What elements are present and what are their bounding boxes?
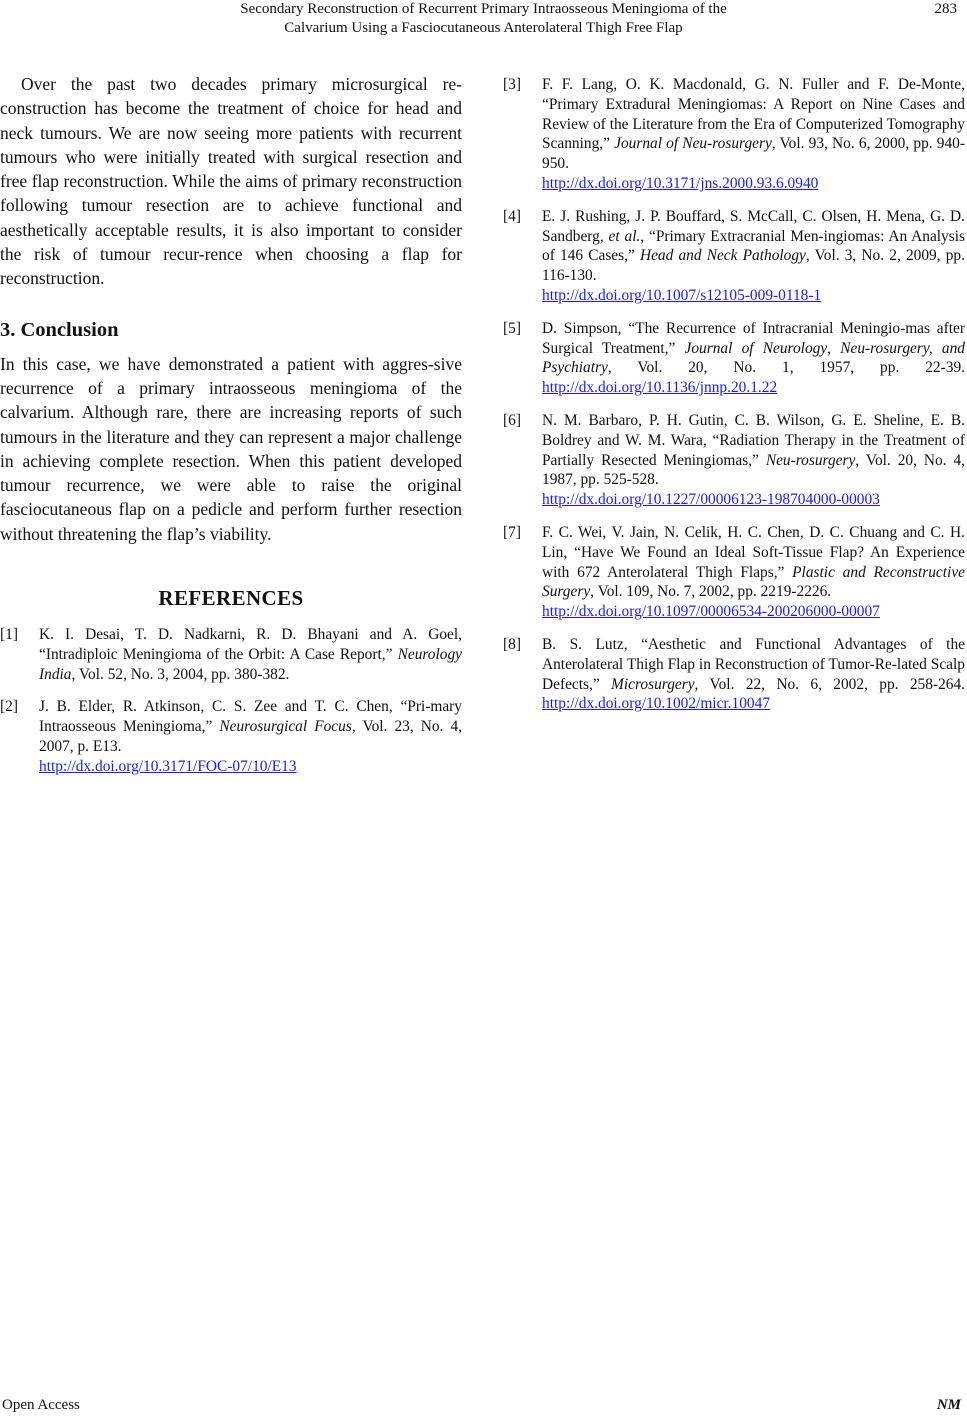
reference-details: , Vol. 20, No. 4, 1987, pp. 525-528. (542, 451, 965, 489)
reference-details: , Vol. 22, No. 6, 2002, pp. 258-264. (694, 675, 966, 693)
reference-journal: Neurosurgical Focus (219, 718, 352, 736)
page-number: 283 (934, 1, 957, 17)
doi-link[interactable]: http://dx.doi.org/10.1227/00006123-198704000-00003 (542, 491, 880, 509)
footer-open-access: Open Access (2, 1397, 80, 1413)
reference-journal: Journal of Neu-rosurgery (614, 135, 772, 153)
reference-number: [4] (503, 207, 521, 225)
reference-separator: , (827, 339, 841, 357)
reference-journal-cont: Neu-rosurgery, and Psychiatry (542, 339, 965, 377)
reference-et-al: et al. (608, 227, 641, 245)
reference-number: [7] (503, 523, 521, 541)
footer-journal-abbrev: NM (936, 1397, 961, 1413)
reference-number: [3] (503, 76, 521, 93)
reference-text (39, 697, 462, 776)
reference-details: , Vol. 93, No. 6, 2000, pp. 940-950. (542, 135, 965, 173)
reference-item (503, 635, 965, 714)
reference-item (503, 75, 965, 194)
doi-link[interactable]: http://dx.doi.org/10.1097/00006534-200206000-00007 (542, 603, 880, 621)
reference-journal: Microsurgery (611, 675, 695, 693)
reference-authors-title: F. F. Lang, O. K. Macdonald, G. N. Fuller and F. De-Monte, “Primary Extradural Meningiomas: A Report on Nine Cases and Review of the Literature from the Era of Computerized Tomography Scanning,” (542, 76, 965, 153)
reference-details: , Vol. 23, No. 4, 2007, p. E13. (39, 718, 462, 756)
left-column (0, 72, 462, 790)
reference-authors-title: D. Simpson, “The Recurrence of Intracranial Meningio-mas after Surgical Treatment,” (542, 319, 965, 357)
reference-item (0, 625, 462, 684)
reference-number: [5] (503, 319, 521, 337)
reference-authors-title: K. I. Desai, T. D. Nadkarni, R. D. Bhayani and A. Goel, “Intradiploic Meningioma of the Orbit: A Case Report,” (39, 626, 462, 663)
reference-authors: E. J. Rushing, J. P. Bouffard, S. McCall, C. Olsen, H. Mena, G. D. Sandberg, (542, 207, 965, 245)
running-head-line-1: Secondary Reconstruction of Recurrent Primary Intraosseous Meningioma of the (240, 1, 727, 17)
doi-link[interactable]: http://dx.doi.org/10.3171/FOC-07/10/E13 (39, 757, 297, 775)
reference-text (542, 411, 965, 510)
reference-authors-title: B. S. Lutz, “Aesthetic and Functional Advantages of the Anterolateral Thigh Flap in Reconstruction of Tumor-Re-lated Scalp Defects,” (542, 635, 965, 693)
reference-item (503, 411, 965, 510)
reference-journal: Neurology India (39, 645, 462, 683)
reference-item (0, 697, 462, 776)
reference-number: [6] (503, 411, 521, 429)
doi-link[interactable]: http://dx.doi.org/10.3171/jns.2000.93.6.0940 (542, 174, 819, 192)
reference-text (542, 635, 965, 714)
conclusion-paragraph: In this case, we have demonstrated a patient with aggres-sive recurrence of a primary intraosseous meningioma of the calvarium. Although rare, there are increasing reports of such tumours in the literature and they can represent a major challenge in achieving complete resection. When this patient developed tumour recurrence, we were able to raise the original fasciocutaneous flap on a pedicle and perform further resection without threatening the flap’s viability. (0, 353, 462, 544)
running-head (0, 0, 967, 38)
reference-item (503, 319, 965, 398)
intro-paragraph: Over the past two decades primary microsurgical re-construction has become the treatment of choice for head and neck tumours. We are now seeing more patients with recurrent tumours who were initially treated with surgical resection and free flap reconstruction. While the aims of primary reconstruction following tumour resection are to achieve functional and aesthetically acceptable results, it is also important to consider the risk of tumour recur-rence when choosing a flap for reconstruction. (0, 74, 462, 289)
reference-text (542, 319, 965, 398)
reference-text (542, 75, 965, 194)
reference-text (542, 523, 965, 622)
reference-journal: Head and Neck Pathology (639, 247, 806, 265)
reference-journal: Journal of Neurology (684, 339, 828, 357)
reference-text (542, 207, 965, 306)
reference-number: [1] (0, 626, 18, 644)
reference-authors-title: N. M. Barbaro, P. H. Gutin, C. B. Wilson, G. E. Sheline, E. B. Boldrey and W. M. Wara, “Radiation Therapy in the Treatment of Partially Resected Meningiomas,” (542, 411, 965, 469)
reference-authors-title: J. B. Elder, R. Atkinson, C. S. Zee and T. C. Chen, “Pri-mary Intraosseous Meningioma,” (39, 698, 462, 736)
doi-link[interactable]: http://dx.doi.org/10.1007/s12105-009-0118-1 (542, 286, 822, 304)
reference-journal: Neu-rosurgery (765, 451, 856, 469)
references-heading: REFERENCES (158, 586, 304, 611)
reference-details: , Vol. 20, No. 1, 1957, pp. 22-39. (607, 359, 965, 377)
reference-details: , Vol. 52, No. 3, 2004, pp. 380-382. (71, 665, 290, 683)
reference-number: [8] (503, 635, 521, 653)
reference-number: [2] (0, 698, 18, 716)
doi-link[interactable]: http://dx.doi.org/10.1002/micr.10047 (542, 695, 771, 713)
reference-item (503, 523, 965, 622)
reference-details: , Vol. 3, No. 2, 2009, pp. 116-130. (542, 247, 965, 285)
right-column (503, 75, 965, 727)
reference-text (39, 625, 462, 684)
reference-journal: Plastic and Reconstructive Surgery (542, 563, 965, 601)
doi-link[interactable]: http://dx.doi.org/10.1136/jnnp.20.1.22 (542, 379, 778, 397)
conclusion-heading: 3. Conclusion (0, 318, 119, 341)
reference-details: , Vol. 109, No. 7, 2002, pp. 2219-2226. (590, 583, 832, 601)
reference-item (503, 207, 965, 306)
reference-authors-title: F. C. Wei, V. Jain, N. Celik, H. C. Chen, D. C. Chuang and C. H. Lin, “Have We Found an Ideal Soft-Tissue Flap? An Experience with 672 Anterolateral Thigh Flaps,” (542, 523, 965, 581)
reference-title: , “Primary Extracranial Men-ingiomas: An Analysis of 146 Cases,” (542, 227, 966, 265)
running-head-line-2: Calvarium Using a Fasciocutaneous Anterolateral Thigh Free Flap (284, 20, 683, 36)
